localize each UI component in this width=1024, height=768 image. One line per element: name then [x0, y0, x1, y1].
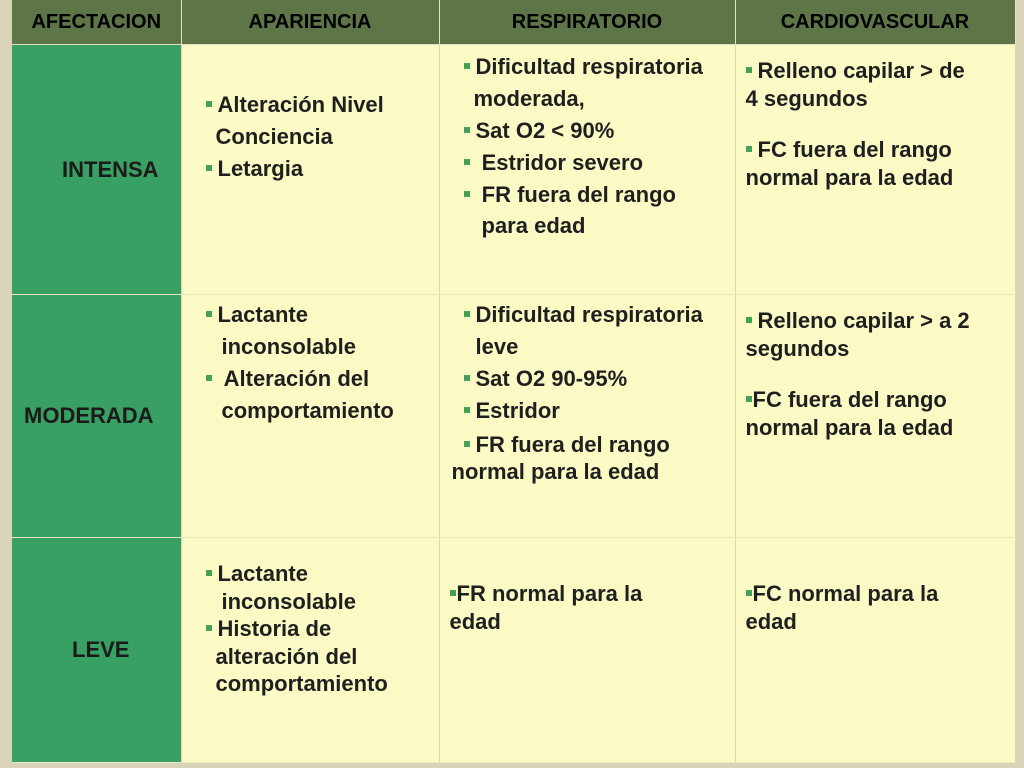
square-bullet-icon	[464, 441, 470, 447]
list-item: FR fuera del rango	[450, 431, 729, 459]
respiratorio-cell	[439, 538, 735, 763]
severity-table	[12, 0, 1016, 763]
level-cell	[12, 538, 181, 763]
level-cell	[12, 295, 181, 538]
level-label: INTENSA	[62, 156, 159, 182]
square-bullet-icon	[746, 146, 752, 152]
list-item-continuation: moderada,	[473, 85, 585, 111]
square-bullet-icon	[206, 625, 212, 631]
square-bullet-icon	[464, 375, 470, 381]
severity-table-frame	[12, 0, 1015, 762]
header-afectacion: AFECTACION	[12, 0, 181, 45]
list-item-continuation: comportamiento	[221, 397, 394, 423]
list-item-continuation: normal para la edad	[451, 459, 660, 485]
list-item-continuation: 4 segundos	[745, 85, 868, 111]
list-item-continuation: comportamiento	[215, 671, 388, 696]
square-bullet-icon	[464, 159, 470, 165]
apariencia-cell	[181, 45, 439, 295]
list-item: Estridor	[450, 395, 729, 427]
respiratorio-cell	[439, 45, 735, 295]
square-bullet-icon	[464, 407, 470, 413]
level-label: LEVE	[72, 637, 130, 663]
square-bullet-icon	[206, 311, 212, 317]
list-item: Relleno capilar > de	[746, 57, 1009, 85]
square-bullet-icon	[450, 590, 456, 596]
header-respiratorio: RESPIRATORIO	[439, 0, 735, 45]
square-bullet-icon	[746, 590, 752, 596]
list-item: Lactante	[192, 299, 433, 331]
list-item: Alteración Nivel	[192, 89, 433, 121]
list-item-continuation: inconsolable	[221, 333, 356, 359]
list-item-continuation: normal para la edad	[745, 164, 954, 190]
list-item: Sat O2 < 90%	[450, 115, 729, 147]
list-item-continuation: alteración del	[215, 643, 358, 669]
row-moderada	[12, 295, 1015, 538]
square-bullet-icon	[746, 67, 752, 73]
list-item-continuation: segundos	[745, 335, 850, 361]
square-bullet-icon	[206, 375, 212, 381]
list-item-continuation: edad	[745, 608, 797, 634]
square-bullet-icon	[464, 127, 470, 133]
cardiovascular-cell	[735, 295, 1015, 538]
list-item-continuation: edad	[449, 608, 501, 634]
apariencia-cell	[181, 295, 439, 538]
row-leve	[12, 538, 1015, 763]
list-item: FC fuera del rango	[746, 386, 1009, 414]
square-bullet-icon	[464, 311, 470, 317]
list-item-continuation: leve	[475, 333, 519, 359]
respiratorio-cell	[439, 295, 735, 538]
square-bullet-icon	[206, 570, 212, 576]
level-cell	[12, 45, 181, 295]
header-row	[12, 0, 1015, 45]
apariencia-cell	[181, 538, 439, 763]
list-item: FR fuera del rango	[450, 179, 729, 211]
list-item: Dificultad respiratoria	[450, 51, 729, 83]
list-item: Relleno capilar > a 2	[746, 307, 1009, 335]
list-item-continuation: normal para la edad	[745, 414, 954, 440]
square-bullet-icon	[464, 63, 470, 69]
square-bullet-icon	[746, 317, 752, 323]
cardiovascular-cell	[735, 45, 1015, 295]
list-item: Estridor severo	[450, 147, 729, 179]
header-cardiovascular: CARDIOVASCULAR	[735, 0, 1015, 45]
list-item: Historia de	[192, 615, 433, 643]
cardiovascular-cell	[735, 538, 1015, 763]
square-bullet-icon	[464, 191, 470, 197]
row-intensa	[12, 45, 1015, 295]
list-item: FR normal para la	[450, 580, 729, 608]
square-bullet-icon	[746, 396, 752, 402]
list-item: Alteración del	[192, 363, 433, 395]
list-item: Dificultad respiratoria	[450, 299, 729, 331]
list-item: Letargia	[192, 153, 433, 185]
list-item-continuation: Conciencia	[215, 123, 333, 149]
list-item: FC normal para la	[746, 580, 1009, 608]
list-item-continuation: inconsolable	[221, 588, 356, 614]
list-item-continuation: para edad	[481, 213, 586, 239]
square-bullet-icon	[206, 101, 212, 107]
list-item: Sat O2 90-95%	[450, 363, 729, 395]
header-apariencia: APARIENCIA	[181, 0, 439, 45]
list-item: FC fuera del rango	[746, 136, 1009, 164]
level-label: MODERADA	[24, 403, 154, 429]
list-item: Lactante	[192, 560, 433, 588]
square-bullet-icon	[206, 165, 212, 171]
